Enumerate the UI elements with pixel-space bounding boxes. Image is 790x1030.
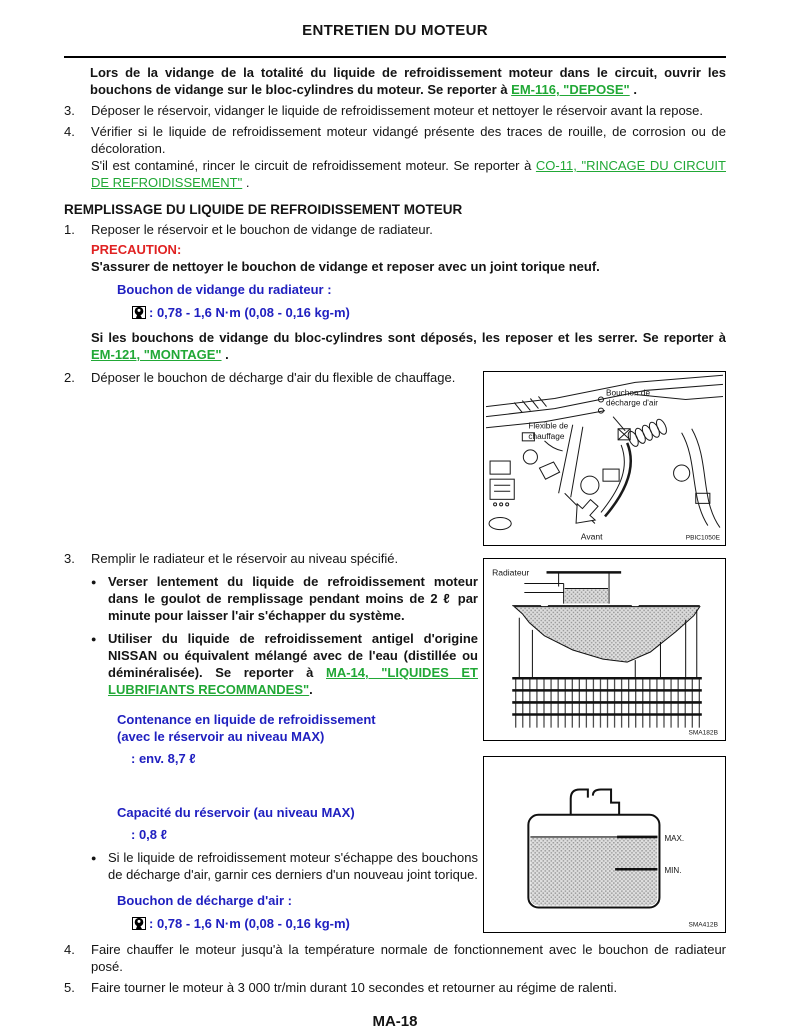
link-ma14-liquides[interactable]: MA-14, "LIQUIDES ET LUBRIFIANTS RECOMMANDES": [108, 665, 478, 697]
step-number: 1.: [64, 222, 75, 237]
bullet-dot-icon: ●: [91, 634, 97, 644]
precaution-label: PRECAUTION:: [91, 242, 182, 257]
spec-air-release-plug: [117, 892, 478, 932]
figure-label-radiator: Radiateur: [492, 567, 530, 578]
figure-label-min: MIN.: [664, 866, 682, 876]
step-number: 2.: [64, 370, 75, 385]
bullet-oring: ● Si le liquide de refroidissement moteur s'échappe des bouchons de décharge d'air, garnir ces derniers d'un nouveau joint torique.: [91, 850, 478, 882]
page-number: MA-18: [372, 1013, 418, 1030]
link-em121-montage[interactable]: EM-121, "MONTAGE": [91, 347, 222, 362]
intro-text: Lors de la vidange de la totalité du liquide de refroidissement moteur dans le circuit, ouvrir les bouchons de vidange sur le bloc-cylindres du moteur. Se reporter à: [90, 65, 726, 97]
page-title: ENTRETIEN DU MOTEUR: [302, 22, 488, 39]
step-number: 4.: [64, 942, 75, 957]
step-refill-2: [64, 369, 478, 386]
torque-value: : 0,78 - 1,6 N·m (0,08 - 0,16 kg-m): [149, 305, 350, 320]
step-drain-4: [64, 123, 726, 191]
bullet-pour-slowly: ● Verser lentement du liquide de refroidissement moteur dans le goulot de remplissage pendant moins de 2 ℓ par minute pour laisser l'air s'échapper du système.: [91, 574, 478, 623]
figure-label-plug: Bouchon de: [606, 388, 651, 398]
front-direction-arrow-icon: [567, 495, 603, 531]
link-em116-depose[interactable]: EM-116, "DEPOSE": [511, 82, 630, 97]
step-text: Déposer le réservoir, vidanger le liquide de refroidissement moteur et nettoyer le réservoir avant la repose.: [91, 103, 704, 118]
block-plugs-note: Si les bouchons de vidange du bloc-cylindres sont déposés, les reposer et les serrer. Se reporter à EM-121, "MONTAGE" .: [91, 330, 726, 362]
step-text: Remplir le radiateur et le réservoir au niveau spécifié.: [91, 551, 399, 566]
spec-reservoir-capacity: Capacité du réservoir (au niveau MAX) : 0,8 ℓ: [117, 804, 478, 843]
spec-label: Bouchon de décharge d'air :: [117, 893, 293, 908]
precaution-text: S'assurer de nettoyer le bouchon de vidange et reposer avec un joint torique neuf.: [91, 259, 600, 274]
torque-value: : 0,78 - 1,6 N·m (0,08 - 0,16 kg-m): [149, 916, 350, 931]
torque-wrench-icon: [132, 306, 146, 319]
step-text: Déposer le bouchon de décharge d'air du flexible de chauffage.: [91, 370, 456, 385]
link-co11-rincage[interactable]: CO-11, "RINCAGE DU CIRCUIT DE REFROIDISSEMENT": [91, 158, 726, 190]
figure-label-max: MAX.: [664, 833, 685, 843]
section-heading-remplissage: REMPLISSAGE DU LIQUIDE DE REFROIDISSEMENT MOTEUR: [64, 202, 463, 217]
step-text: Faire chauffer le moteur jusqu'à la température normale de fonctionnement avec le bouchon de radiateur posé.: [91, 942, 726, 974]
spec-radiator-drain-plug: [117, 281, 726, 321]
svg-text:décharge d'air: décharge d'air: [606, 398, 659, 408]
step-drain-3: [64, 102, 726, 119]
step-text: Reposer le réservoir et le bouchon de vidange de radiateur.: [91, 222, 433, 237]
figure-code: SMA182B: [688, 729, 718, 737]
bullet-dot-icon: ●: [91, 577, 97, 587]
step-refill-1: [64, 221, 726, 238]
step-refill-4: [64, 941, 726, 975]
precaution-block: [91, 241, 726, 275]
step-text-2: S'il est contaminé, rincer le circuit de refroidissement moteur. Se reporter à CO-11, "RINCAGE DU CIRCUIT DE REFROIDISSEMENT" .: [91, 158, 726, 190]
engine-bay-figure: [483, 371, 726, 546]
step-refill-3: [64, 550, 478, 567]
step-number: 3.: [64, 103, 75, 118]
bullet-nissan-coolant: ● Utiliser du liquide de refroidissement antigel d'origine NISSAN ou équivalent mélangé avec de l'eau (distillée ou déminéralisée). Se reporter à MA-14, "LIQUIDES ET LUBRIFIANTS RECOMMANDES".: [91, 631, 478, 697]
radiator-figure: [483, 558, 726, 741]
two-column-region: [64, 369, 726, 936]
header-divider: [64, 56, 726, 58]
intro-paragraph: [90, 64, 726, 98]
capacity-value: : 0,8 ℓ: [131, 827, 167, 842]
spec-label: Bouchon de vidange du radiateur :: [117, 282, 332, 297]
figure-label-hose: Flexible de: [528, 421, 569, 431]
step-refill-5: [64, 979, 726, 996]
torque-wrench-icon: [132, 917, 146, 930]
bullet-dot-icon: ●: [91, 853, 97, 863]
step-text: Vérifier si le liquide de refroidissement moteur vidangé présente des traces de rouille, de corrosion ou de décoloration.: [91, 124, 726, 156]
figure-code: PBIC1050E: [685, 534, 720, 542]
spec-coolant-capacity: Contenance en liquide de refroidissement (avec le réservoir au niveau MAX) : env. 8,7 ℓ: [117, 711, 478, 767]
step-number: 5.: [64, 980, 75, 995]
step-number: 3.: [64, 551, 75, 566]
svg-text:chauffage: chauffage: [528, 431, 565, 441]
intro-text-after: .: [629, 82, 637, 97]
figure-label-front: Avant: [580, 531, 603, 542]
capacity-value: : env. 8,7 ℓ: [131, 751, 196, 766]
figure-code: SMA412B: [688, 921, 718, 929]
step-number: 4.: [64, 124, 75, 139]
step-text: Faire tourner le moteur à 3 000 tr/min durant 10 secondes et retourner au régime de ralenti.: [91, 980, 618, 995]
reservoir-figure: [483, 756, 726, 933]
